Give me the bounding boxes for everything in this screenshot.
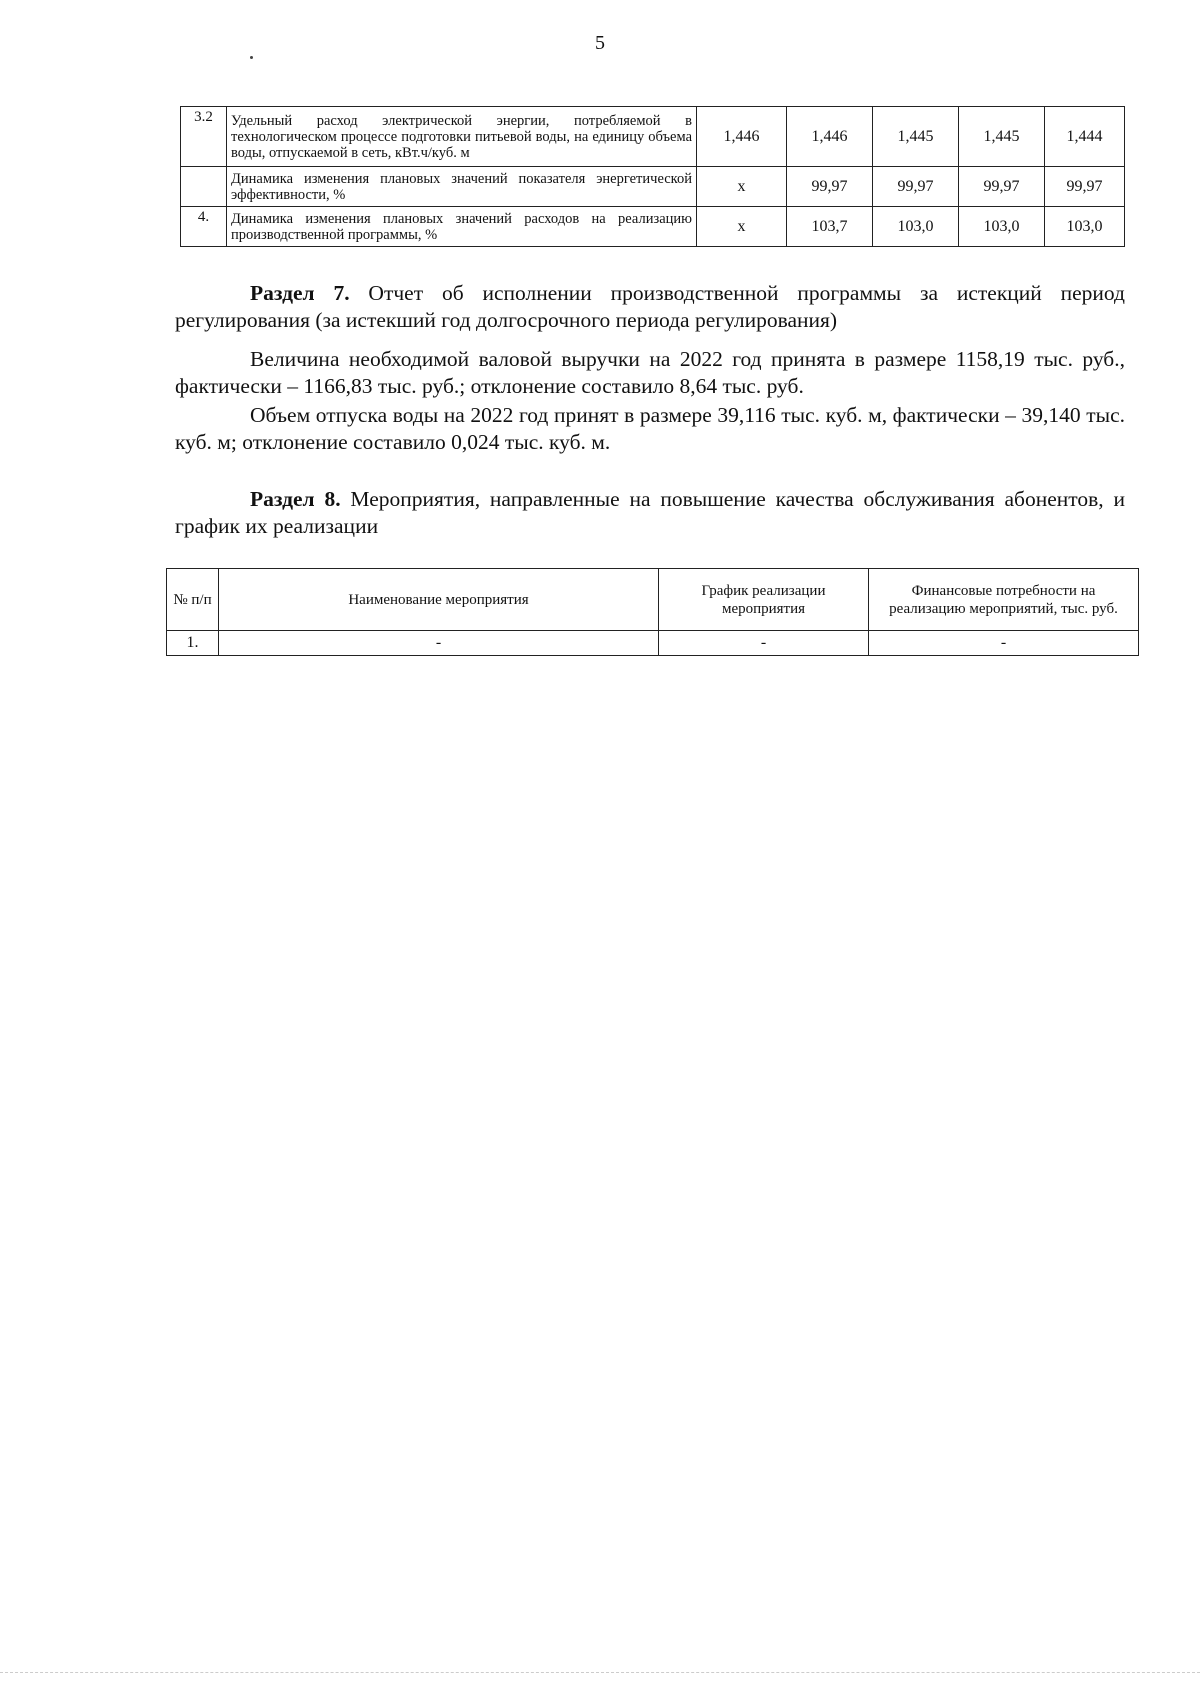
value-cell: x (697, 207, 787, 247)
section8-heading (175, 486, 1125, 540)
row-number: 1. (167, 631, 219, 656)
row-description: Динамика изменения плановых значений показателя энергетической эффективности, % (227, 167, 697, 207)
indicators-table (180, 106, 1125, 247)
row-code: 4. (181, 207, 227, 247)
row-financial-needs: - (869, 631, 1139, 656)
section7-number: Раздел 7. (250, 281, 350, 305)
value-cell: 103,7 (787, 207, 873, 247)
section7-revenue-paragraph: Величина необходимой валовой выручки на 2022 год принята в размере 1158,19 тыс. руб., фактически – 1166,83 тыс. руб.; отклонение составило 8,64 тыс. руб. (175, 347, 1125, 398)
table-header-row (167, 569, 1139, 631)
section8-number: Раздел 8. (250, 487, 341, 511)
header-number: № п/п (167, 569, 219, 631)
value-cell: x (697, 167, 787, 207)
scan-edge-line (0, 1672, 1200, 1674)
table-row (181, 207, 1125, 247)
value-cell: 1,444 (1045, 107, 1125, 167)
value-cell: 1,446 (697, 107, 787, 167)
value-cell: 99,97 (959, 167, 1045, 207)
row-code: 3.2 (181, 107, 227, 167)
row-description: Динамика изменения плановых значений расходов на реализацию производственной программы, % (227, 207, 697, 247)
section7-volume-paragraph: Объем отпуска воды на 2022 год принят в размере 39,116 тыс. куб. м, фактически – 39,140 тыс. куб. м; отклонение составило 0,024 тыс. куб. м. (175, 403, 1125, 454)
page-number: 5 (595, 32, 605, 54)
header-measure-name: Наименование мероприятия (219, 569, 659, 631)
value-cell: 1,446 (787, 107, 873, 167)
row-measure-name: - (219, 631, 659, 656)
scan-speck (250, 56, 253, 59)
table-row (167, 631, 1139, 656)
table-row (181, 167, 1125, 207)
value-cell: 99,97 (1045, 167, 1125, 207)
header-financial-needs: Финансовые потребности на реализацию мероприятий, тыс. руб. (869, 569, 1139, 631)
value-cell: 1,445 (959, 107, 1045, 167)
row-code (181, 167, 227, 207)
table-row (181, 107, 1125, 167)
row-schedule: - (659, 631, 869, 656)
section7-title: Отчет об исполнении производственной программы за истекций период регулирования (за истекший год долгосрочного периода регулирования) (175, 281, 1125, 332)
measures-table (166, 568, 1139, 656)
section7-heading (175, 280, 1125, 334)
header-schedule: График реализации мероприятия (659, 569, 869, 631)
value-cell: 1,445 (873, 107, 959, 167)
value-cell: 103,0 (873, 207, 959, 247)
value-cell: 103,0 (1045, 207, 1125, 247)
value-cell: 99,97 (873, 167, 959, 207)
row-description: Удельный расход электрической энергии, потребляемой в технологическом процессе подготовки питьевой воды, на единицу объема воды, отпускаемой в сеть, кВт.ч/куб. м (227, 107, 697, 167)
value-cell: 99,97 (787, 167, 873, 207)
section8-title: Мероприятия, направленные на повышение качества обслуживания абонентов, и график их реализации (175, 487, 1125, 538)
value-cell: 103,0 (959, 207, 1045, 247)
